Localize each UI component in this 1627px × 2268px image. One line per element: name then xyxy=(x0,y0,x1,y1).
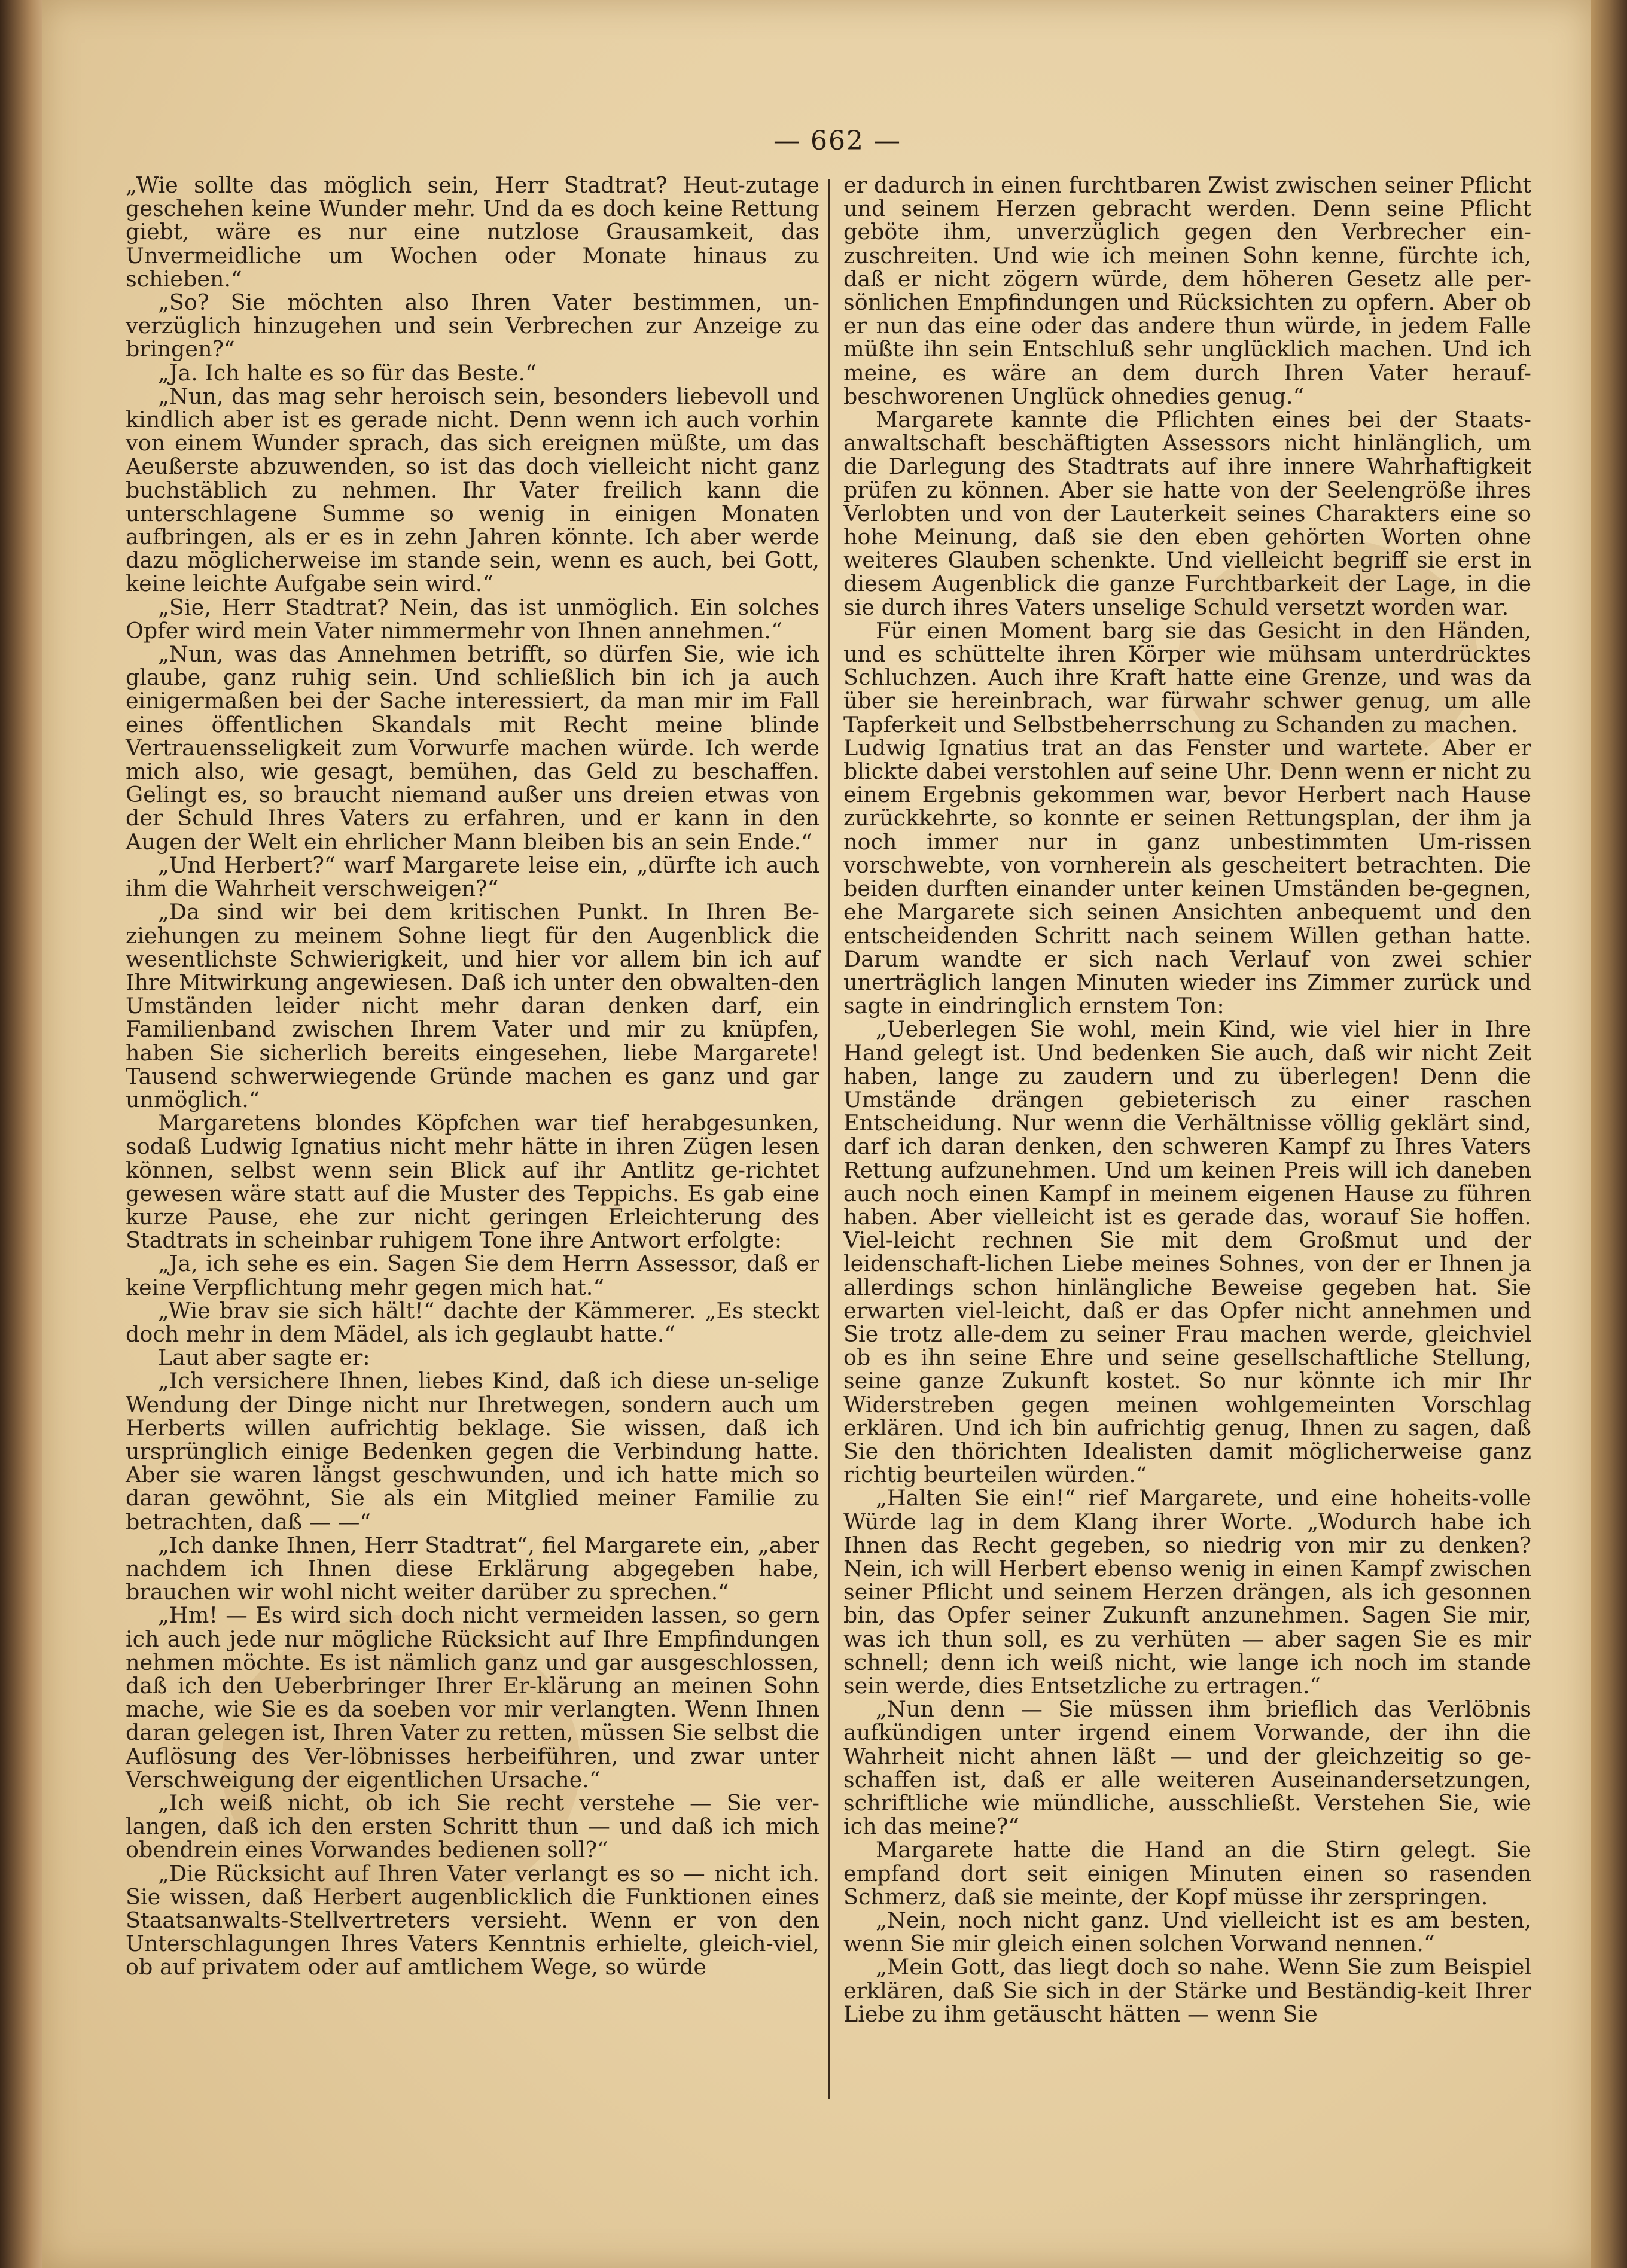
page-number: — 662 — xyxy=(773,126,901,156)
paragraph: Für einen Moment barg sie das Gesicht in den Händen, und es schüttelte ihren Körper wie mühsam unterdrücktes Schluchzen. Auch ihre Kraft hatte eine Grenze, und was da über sie hereinbrach, war fürwahr schwer genug, um alle Tapferkeit und Selbstbeherrschung zu Schanden zu machen. xyxy=(843,617,1531,737)
paragraph: „So? Sie möchten also Ihren Vater bestimmen, un-verzüglich hinzugehen und sein Verbrechen zur Anzeige zu bringen?“ xyxy=(126,289,819,362)
paragraph: „Nein, noch nicht ganz. Und vielleicht ist es am besten, wenn Sie mir gleich einen solchen Vorwand nennen.“ xyxy=(843,1907,1531,1957)
book-gutter xyxy=(0,0,42,2268)
paragraph: Ludwig Ignatius trat an das Fenster und wartete. Aber er blickte dabei verstohlen auf seine Uhr. Denn wenn er nicht zu einem Ergebnis gekommen war, bevor Herbert nach Hause zurückkehrte, so konnte er seinen Rettungsplan, der ihm ja noch immer nur in ganz unbestimmten Um-rissen vorschwebte, von vornherein als gescheitert betrachten. Die beiden durften einander unter keinen Umständen be-gegnen, ehe Margarete sich seinen Ansichten anbequemt und den entscheidenden Schritt nach seinem Willen gethan hatte. Darum wandte er sich nach Verlauf von zwei schier unerträglich langen Minuten wieder ins Zimmer zurück und sagte in eindringlich ernstem Ton: xyxy=(843,734,1531,1019)
paragraph: „Sie, Herr Stadtrat? Nein, das ist unmöglich. Ein solches Opfer wird mein Vater nimmermehr von Ihnen annehmen.“ xyxy=(126,594,819,644)
paragraph: „Ich versichere Ihnen, liebes Kind, daß ich diese un-selige Wendung der Dinge nicht nur Ihretwegen, sondern auch um Herberts willen aufrichtig beklage. Sie wissen, daß ich ursprünglich einige Bedenken gegen die Verbindung hatte. Aber sie waren längst geschwunden, und ich hatte mich so daran gewöhnt, Sie als ein Mitglied meiner Familie zu betrachten, daß — —“ xyxy=(126,1368,819,1535)
paragraph: „Ich weiß nicht, ob ich Sie recht verstehe — Sie ver-langen, daß ich den ersten Schritt thun — und daß ich mich obendrein eines Vorwandes bedienen soll?“ xyxy=(126,1790,819,1863)
paragraph: „Wie sollte das möglich sein, Herr Stadtrat? Heut-zutage geschehen keine Wunder mehr. Und da es doch keine Rettung giebt, wäre es nur eine nutzlose Grausamkeit, das Unvermeidliche um Wochen oder Monate hinaus zu schieben.“ xyxy=(126,172,819,292)
paragraph: er dadurch in einen furchtbaren Zwist zwischen seiner Pflicht und seinem Herzen gebracht werden. Denn seine Pflicht geböte ihm, unverzüglich gegen den Verbrecher ein-zuschreiten. Und wie ich meinen Sohn kenne, fürchte ich, daß er nicht zögern würde, dem höheren Gesetz alle per-sönlichen Empfindungen und Rücksichten zu opfern. Aber ob er nun das eine oder das andere thun würde, in jedem Falle müßte ihn sein Entschluß sehr unglücklich machen. Und ich meine, es wäre an dem durch Ihren Vater herauf-beschworenen Unglück ohnedies genug.“ xyxy=(843,172,1531,409)
paragraph: „Nun denn — Sie müssen ihm brieflich das Verlöbnis aufkündigen unter irgend einem Vorwande, der ihn die Wahrheit nicht ahnen läßt — und der gleichzeitig so ge-schaffen ist, daß er alle weiteren Auseinandersetzungen, schriftliche wie mündliche, ausschließt. Verstehen Sie, wie ich das meine?“ xyxy=(843,1696,1531,1840)
paragraph: „Die Rücksicht auf Ihren Vater verlangt es so — nicht ich. Sie wissen, daß Herbert augenblicklich die Funktionen eines Staatsanwalts-Stellvertreters versieht. Wenn er von den Unterschlagungen Ihres Vaters Kenntnis erhielte, gleich-viel, ob auf privatem oder auf amtlichem Wege, so würde xyxy=(126,1860,819,1980)
paragraph: „Hm! — Es wird sich doch nicht vermeiden lassen, so gern ich auch jede nur mögliche Rücksicht auf Ihre Empfindungen nehmen möchte. Es ist nämlich ganz und gar ausgeschlossen, daß ich den Ueberbringer Ihrer Er-klärung an meinen Sohn mache, wie Sie es da soeben vor mir verlangten. Wenn Ihnen daran gelegen ist, Ihren Vater zu retten, müssen Sie selbst die Auflösung des Ver-löbnisses herbeiführen, und zwar unter Verschweigung der eigentlichen Ursache.“ xyxy=(126,1602,819,1793)
right-column xyxy=(843,173,1531,2026)
paragraph: „Wie brav sie sich hält!“ dachte der Kämmerer. „Es steckt doch mehr in dem Mädel, als ich geglaubt hatte.“ xyxy=(126,1297,819,1347)
paragraph: Laut aber sagte er: xyxy=(158,1345,370,1371)
paragraph: „Ja. Ich halte es so für das Beste.“ xyxy=(158,359,537,386)
page-edge xyxy=(1591,0,1627,2268)
paragraph: „Ich danke Ihnen, Herr Stadtrat“, fiel Margarete ein, „aber nachdem ich Ihnen diese Erklärung abgegeben habe, brauchen wir wohl nicht weiter darüber zu sprechen.“ xyxy=(126,1532,819,1605)
paragraph: „Nun, das mag sehr heroisch sein, besonders liebevoll und kindlich aber ist es gerade nicht. Denn wenn ich auch vorhin von einem Wunder sprach, das sich ereignen müßte, um das Aeußerste abzuwenden, so ist das doch vielleicht nicht ganz buchstäblich zu nehmen. Ihr Vater freilich kann die unterschlagene Summe so wenig in einigen Monaten aufbringen, als er es in zehn Jahren könnte. Ich aber werde dazu möglicherweise im stande sein, wenn es auch, bei Gott, keine leichte Aufgabe sein wird.“ xyxy=(126,383,819,597)
paragraph: „Mein Gott, das liegt doch so nahe. Wenn Sie zum Beispiel erklären, daß Sie sich in der Stärke und Beständig-keit Ihrer Liebe zu ihm getäuscht hätten — wenn Sie xyxy=(843,1954,1531,2027)
left-column xyxy=(126,173,819,1979)
paragraph: Margarete kannte die Pflichten eines bei der Staats-anwaltschaft beschäftigten Assessors nicht hinlänglich, um die Darlegung des Stadtrats auf ihre innere Wahrhaftigkeit prüfen zu können. Aber sie hatte von der Seelengröße ihres Verlobten und von der Lauterkeit seines Charakters eine so hohe Meinung, daß sie den eben gehörten Worten ohne weiteres Glauben schenkte. Und vielleicht begriff sie erst in diesem Augenblick die ganze Furchtbarkeit der Lage, in die sie durch ihres Vaters unselige Schuld versetzt worden war. xyxy=(843,407,1531,620)
paragraph: „Halten Sie ein!“ rief Margarete, und eine hoheits-volle Würde lag in dem Klang ihrer Worte. „Wodurch habe ich Ihnen das Recht gegeben, so niedrig von mir zu denken? Nein, ich will Herbert ebenso wenig in einen Kampf zwischen seiner Pflicht und seinem Herzen drängen, als ich gesonnen bin, das Opfer seiner Zukunft anzunehmen. Sagen Sie mir, was ich thun soll, es zu verhüten — aber sagen Sie es mir schnell; denn ich weiß nicht, wie lange ich noch im stande sein werde, dies Entsetzliche zu ertragen.“ xyxy=(843,1485,1531,1699)
paragraph: „Nun, was das Annehmen betrifft, so dürfen Sie, wie ich glaube, ganz ruhig sein. Und schließlich bin ich ja auch einigermaßen bei der Sache interessiert, da man mir im Fall eines öffentlichen Skandals mit Recht meine blinde Vertrauensseligkeit zum Vorwurfe machen würde. Ich werde mich also, wie gesagt, bemühen, das Geld zu beschaffen. Gelingt es, so braucht niemand außer uns dreien etwas von der Schuld Ihres Vaters zu erfahren, und er kann in den Augen der Welt ein ehrlicher Mann bleiben bis an sein Ende.“ xyxy=(126,641,819,855)
paragraph: „Ja, ich sehe es ein. Sagen Sie dem Herrn Assessor, daß er keine Verpflichtung mehr gegen mich hat.“ xyxy=(126,1251,819,1300)
column-rule xyxy=(828,179,830,2099)
paragraph: Margaretens blondes Köpfchen war tief herabgesunken, sodaß Ludwig Ignatius nicht mehr hätte in ihren Zügen lesen können, selbst wenn sein Blick auf ihr Antlitz ge-richtet gewesen wäre statt auf die Muster des Teppichs. Es gab eine kurze Pause, ehe zur nicht geringen Erleichterung des Stadtrats in scheinbar ruhigem Tone ihre Antwort erfolgte: xyxy=(126,1110,819,1254)
paragraph: „Und Herbert?“ warf Margarete leise ein, „dürfte ich auch ihm die Wahrheit verschweigen?“ xyxy=(126,852,819,902)
paragraph: „Da sind wir bei dem kritischen Punkt. In Ihren Be-ziehungen zu meinem Sohne liegt für den Augenblick die wesentlichste Schwierigkeit, und hier vor allem bin ich auf Ihre Mitwirkung angewiesen. Daß ich unter den obwalten-den Umständen leider nicht mehr daran denken darf, ein Familienband zwischen Ihrem Vater und mir zu knüpfen, haben Sie sicherlich bereits eingesehen, liebe Margarete! Tausend schwerwiegende Gründe machen es ganz und gar unmöglich.“ xyxy=(126,899,819,1112)
paragraph: Margarete hatte die Hand an die Stirn gelegt. Sie empfand dort seit einigen Minuten einen so rasenden Schmerz, daß sie meinte, der Kopf müsse ihr zerspringen. xyxy=(843,1837,1531,1910)
paragraph: „Ueberlegen Sie wohl, mein Kind, wie viel hier in Ihre Hand gelegt ist. Und bedenken Sie auch, daß wir nicht Zeit haben, lange zu zaudern und zu überlegen! Denn die Umstände drängen gebieterisch zu einer raschen Entscheidung. Nur wenn die Verhältnisse völlig geklärt sind, darf ich daran denken, den schweren Kampf zu Ihres Vaters Rettung aufzunehmen. Und um keinen Preis will ich daneben auch noch einen Kampf in meinem eigenen Hause zu führen haben. Aber vielleicht ist es gerade das, worauf Sie hoffen. Viel-leicht rechnen Sie mit dem Großmut und der leidenschaft-lichen Liebe meines Sohnes, von der er Ihnen ja allerdings schon hinlängliche Beweise gegeben hat. Sie erwarten viel-leicht, daß er das Opfer nicht annehmen und Sie trotz alle-dem zu seiner Frau machen werde, gleichviel ob es ihn seine Ehre und seine gesellschaftliche Stellung, seine ganze Zukunft kostet. So nur könnte ich mir Ihr Widerstreben gegen meinen wohlgemeinten Vorschlag erklären. Und ich bin aufrichtig genug, Ihnen zu sagen, daß Sie den thörichten Idealisten damit möglicherweise ganz richtig beurteilen würden.“ xyxy=(843,1016,1531,1488)
